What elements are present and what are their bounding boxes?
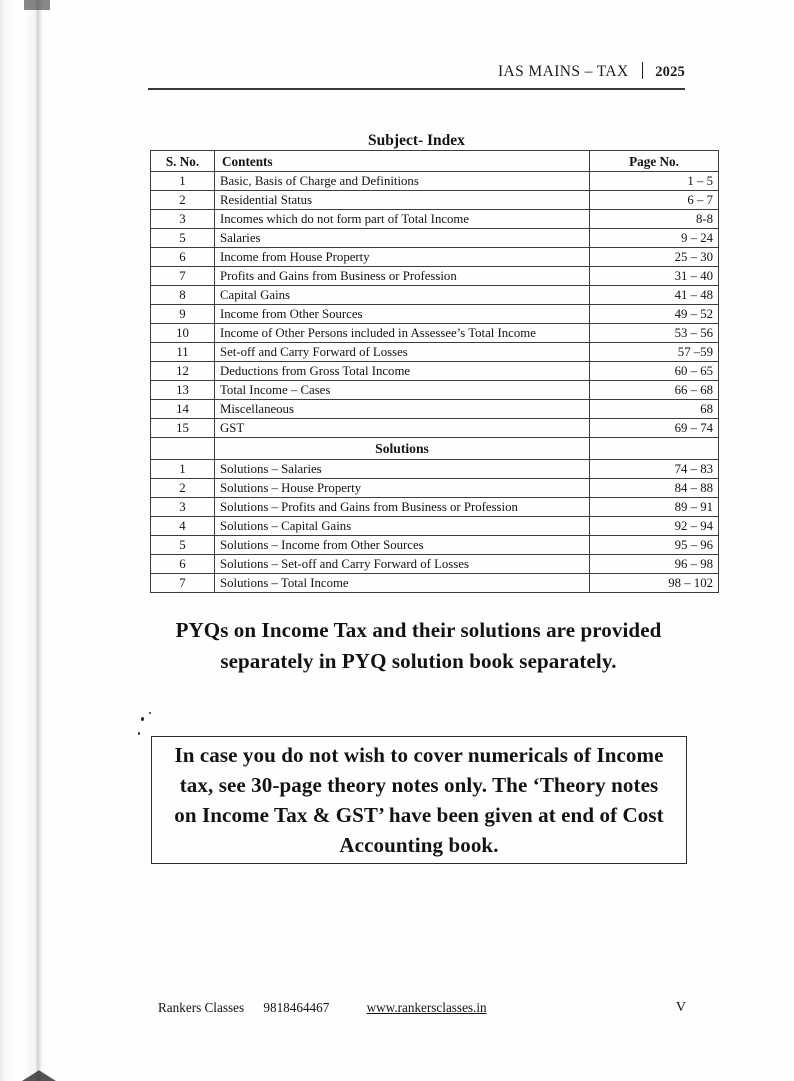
cell-serial: 3 <box>151 498 215 517</box>
running-head-year: 2025 <box>655 64 685 80</box>
cell-serial: 9 <box>151 305 215 324</box>
cell-page <box>590 438 719 460</box>
cell-contents: Solutions – Income from Other Sources <box>215 536 590 555</box>
cell-contents: Deductions from Gross Total Income <box>215 362 590 381</box>
cell-contents: Set-off and Carry Forward of Losses <box>215 343 590 362</box>
table-row <box>151 479 719 498</box>
cell-page: 1 – 5 <box>590 172 719 191</box>
cell-contents: Solutions – Capital Gains <box>215 517 590 536</box>
cell-page: 69 – 74 <box>590 419 719 438</box>
cell-serial: 6 <box>151 555 215 574</box>
cell-page: 9 – 24 <box>590 229 719 248</box>
table-row <box>151 362 719 381</box>
page-title <box>150 132 683 150</box>
footer-institute: Rankers Classes <box>158 1000 245 1015</box>
table-row <box>151 343 719 362</box>
column-header-contents: Contents <box>215 151 590 172</box>
table-row <box>151 210 719 229</box>
cell-contents: Income from House Property <box>215 248 590 267</box>
table-row <box>151 191 719 210</box>
column-header-page: Page No. <box>590 151 719 172</box>
cell-contents: Income of Other Persons included in Assessee’s Total Income <box>215 324 590 343</box>
cell-serial: 4 <box>151 517 215 536</box>
cell-contents: Income from Other Sources <box>215 305 590 324</box>
cell-serial: 10 <box>151 324 215 343</box>
section-label: Solutions <box>215 438 590 460</box>
table-row <box>151 498 719 517</box>
running-head <box>148 62 685 81</box>
footer-website-link[interactable]: www.rankersclasses.in <box>366 1000 487 1015</box>
pyq-notice: PYQs on Income Tax and their solutions are provided separately in PYQ solution book separately. <box>175 618 662 673</box>
table-row <box>151 460 719 479</box>
table-header-row <box>151 151 719 172</box>
running-head-title: IAS MAINS – TAX <box>497 63 629 80</box>
theory-notes-text: In case you do not wish to cover numericals of Income tax, see 30-page theory notes only. The ‘Theory notes on Income Tax & GST’ have been given at end of Cost Accounting book. <box>174 743 664 857</box>
cell-page: 74 – 83 <box>590 460 719 479</box>
theory-notes-box <box>151 736 687 864</box>
table-row <box>151 574 719 593</box>
cell-page: 49 – 52 <box>590 305 719 324</box>
table-row <box>151 536 719 555</box>
cell-page: 41 – 48 <box>590 286 719 305</box>
cell-contents: Residential Status <box>215 191 590 210</box>
table-row <box>151 324 719 343</box>
cell-page: 92 – 94 <box>590 517 719 536</box>
table-row <box>151 172 719 191</box>
cell-page: 84 – 88 <box>590 479 719 498</box>
cell-page: 25 – 30 <box>590 248 719 267</box>
cell-page: 8-8 <box>590 210 719 229</box>
cell-serial: 15 <box>151 419 215 438</box>
cell-serial: 7 <box>151 267 215 286</box>
table-row <box>151 381 719 400</box>
table-row <box>151 400 719 419</box>
cell-contents: Solutions – Salaries <box>215 460 590 479</box>
cell-page: 53 – 56 <box>590 324 719 343</box>
cell-serial: 14 <box>151 400 215 419</box>
cell-contents: Total Income – Cases <box>215 381 590 400</box>
table-row <box>151 229 719 248</box>
column-header-serial: S. No. <box>151 151 215 172</box>
scan-binding-shadow <box>0 0 46 1081</box>
cell-serial: 5 <box>151 229 215 248</box>
cell-contents: Solutions – Total Income <box>215 574 590 593</box>
cell-serial: 3 <box>151 210 215 229</box>
cell-serial: 7 <box>151 574 215 593</box>
ink-speck <box>141 717 144 721</box>
cell-page: 31 – 40 <box>590 267 719 286</box>
cell-contents: Basic, Basis of Charge and Definitions <box>215 172 590 191</box>
running-head-rule <box>148 88 685 90</box>
footer-page-number: V <box>675 1000 686 1015</box>
ink-speck <box>138 732 140 735</box>
cell-contents: Solutions – Profits and Gains from Business or Profession <box>215 498 590 517</box>
cell-contents: Salaries <box>215 229 590 248</box>
table-header <box>151 151 719 172</box>
cell-contents: Miscellaneous <box>215 400 590 419</box>
table-row <box>151 419 719 438</box>
cell-serial: 11 <box>151 343 215 362</box>
subject-index-table <box>150 150 719 593</box>
cell-contents: Solutions – House Property <box>215 479 590 498</box>
cell-page: 98 – 102 <box>590 574 719 593</box>
table-row <box>151 286 719 305</box>
cell-contents: GST <box>215 419 590 438</box>
cell-page: 60 – 65 <box>590 362 719 381</box>
cell-page: 95 – 96 <box>590 536 719 555</box>
page-footer <box>158 1000 686 1016</box>
cell-serial <box>151 438 215 460</box>
cell-contents: Capital Gains <box>215 286 590 305</box>
cell-contents: Solutions – Set-off and Carry Forward of Losses <box>215 555 590 574</box>
cell-serial: 1 <box>151 460 215 479</box>
cell-page: 68 <box>590 400 719 419</box>
page-title-text: Subject- Index <box>368 132 465 149</box>
cell-page: 6 – 7 <box>590 191 719 210</box>
cell-serial: 13 <box>151 381 215 400</box>
cell-serial: 2 <box>151 479 215 498</box>
cell-page: 89 – 91 <box>590 498 719 517</box>
table-row <box>151 248 719 267</box>
cell-serial: 1 <box>151 172 215 191</box>
table-row <box>151 305 719 324</box>
footer-phone: 9818464467 <box>263 1000 330 1015</box>
running-head-divider <box>642 62 643 79</box>
table-body <box>151 172 719 593</box>
cell-page: 96 – 98 <box>590 555 719 574</box>
table-section-row <box>151 438 719 460</box>
cell-page: 57 –59 <box>590 343 719 362</box>
cell-page: 66 – 68 <box>590 381 719 400</box>
table-row <box>151 267 719 286</box>
cell-contents: Profits and Gains from Business or Profession <box>215 267 590 286</box>
cell-serial: 6 <box>151 248 215 267</box>
ink-speck <box>149 712 151 714</box>
cell-serial: 8 <box>151 286 215 305</box>
table-row <box>151 517 719 536</box>
cell-serial: 12 <box>151 362 215 381</box>
cell-serial: 5 <box>151 536 215 555</box>
cell-serial: 2 <box>151 191 215 210</box>
cell-contents: Incomes which do not form part of Total Income <box>215 210 590 229</box>
scan-edge-artifact-bottom <box>22 1069 56 1081</box>
scan-edge-artifact-top <box>24 0 50 10</box>
table-row <box>151 555 719 574</box>
